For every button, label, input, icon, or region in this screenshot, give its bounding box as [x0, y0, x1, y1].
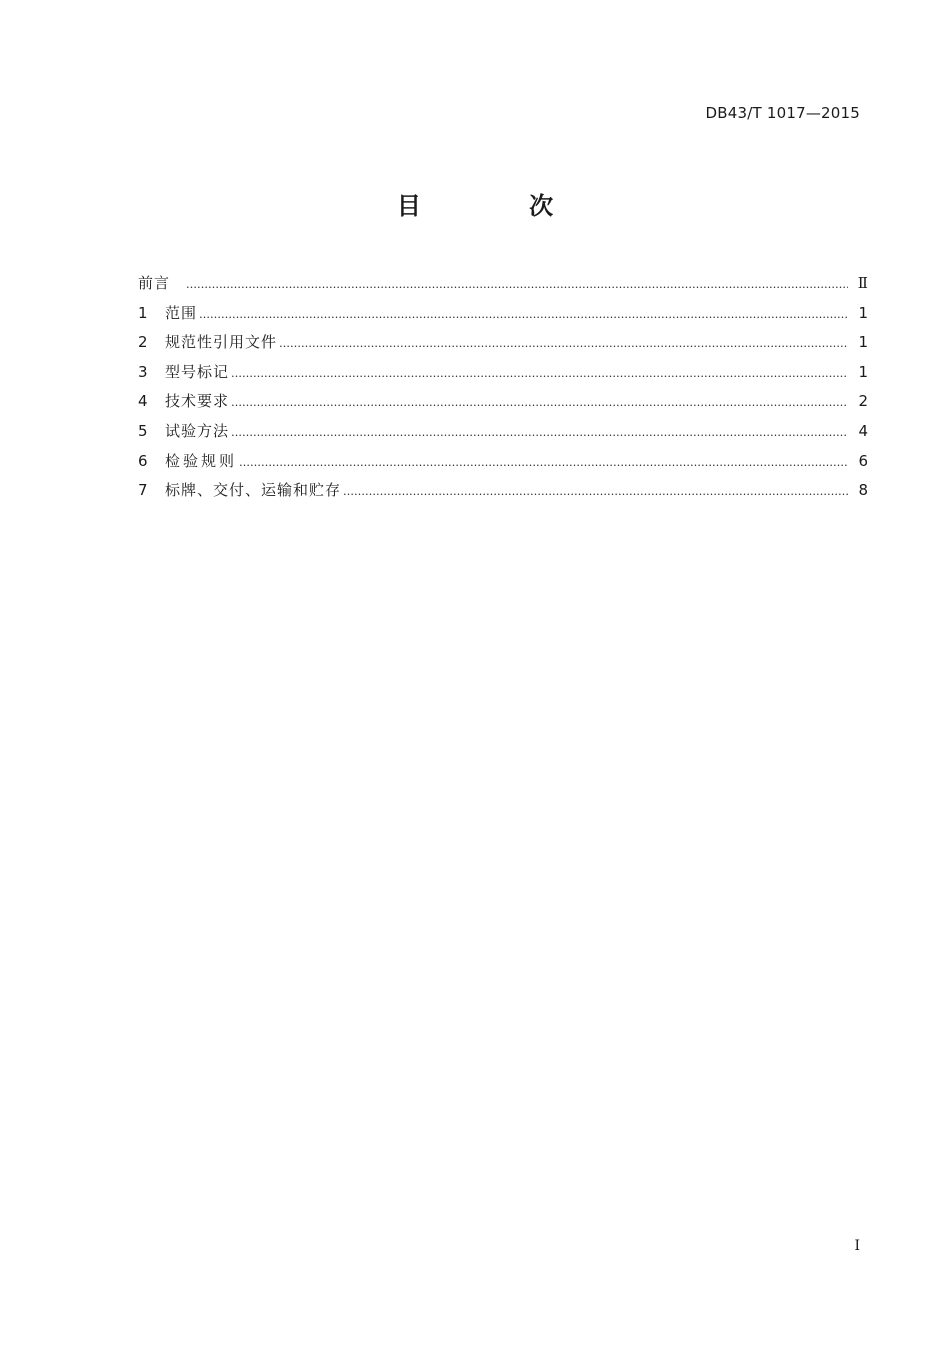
toc-dot-leader — [186, 274, 848, 292]
toc-entry-number: 5 — [138, 421, 148, 440]
toc-dot-leader — [239, 452, 848, 470]
toc-entry-scope[interactable] — [138, 302, 868, 332]
toc-entry-label: 型号标记 — [165, 362, 230, 381]
toc-entry-page: 2 — [858, 392, 868, 411]
toc-entry-page: 1 — [858, 333, 868, 352]
toc-entry-label: 范围 — [165, 303, 198, 322]
toc-dot-leader — [279, 333, 848, 351]
toc-entry-number: 6 — [138, 451, 148, 470]
toc-dot-leader — [343, 481, 848, 499]
toc-entry-model-designation[interactable] — [138, 361, 868, 391]
toc-dot-leader — [231, 392, 848, 410]
toc-entry-number: 4 — [138, 392, 148, 411]
page-number: I — [854, 1238, 860, 1254]
toc-entry-page: 1 — [858, 362, 868, 381]
toc-entry-label: 前言 — [138, 274, 171, 292]
toc-entry-technical-requirements[interactable] — [138, 390, 868, 420]
toc-entry-inspection-rules[interactable] — [138, 450, 868, 480]
page-title: 目 次 — [396, 192, 604, 220]
toc-dot-leader — [199, 304, 848, 322]
toc-entry-foreword[interactable] — [138, 272, 868, 302]
toc-entry-marking-delivery-transport-storage[interactable] — [138, 479, 868, 509]
toc-entry-number: 2 — [138, 333, 148, 352]
toc-entry-label: 标牌、交付、运输和贮存 — [165, 481, 342, 500]
document-code: DB43/T 1017—2015 — [705, 104, 860, 122]
toc-entry-page: 1 — [858, 303, 868, 322]
toc-entry-label: 试验方法 — [165, 421, 230, 440]
toc-entry-page: 4 — [858, 421, 868, 440]
toc-entry-label: 检验规则 — [165, 451, 238, 470]
toc-entry-number: 1 — [138, 303, 148, 322]
toc-entry-page: Ⅱ — [857, 274, 868, 292]
toc-entry-number: 7 — [138, 481, 148, 500]
toc-entry-page: 8 — [858, 481, 868, 500]
table-of-contents — [138, 272, 868, 509]
toc-entry-label: 规范性引用文件 — [165, 333, 278, 352]
toc-entry-number: 3 — [138, 362, 148, 381]
toc-entry-test-methods[interactable] — [138, 420, 868, 450]
toc-entry-normative-references[interactable] — [138, 331, 868, 361]
toc-dot-leader — [231, 363, 848, 381]
toc-entry-label: 技术要求 — [165, 392, 230, 411]
toc-entry-page: 6 — [858, 451, 868, 470]
toc-dot-leader — [231, 422, 848, 440]
